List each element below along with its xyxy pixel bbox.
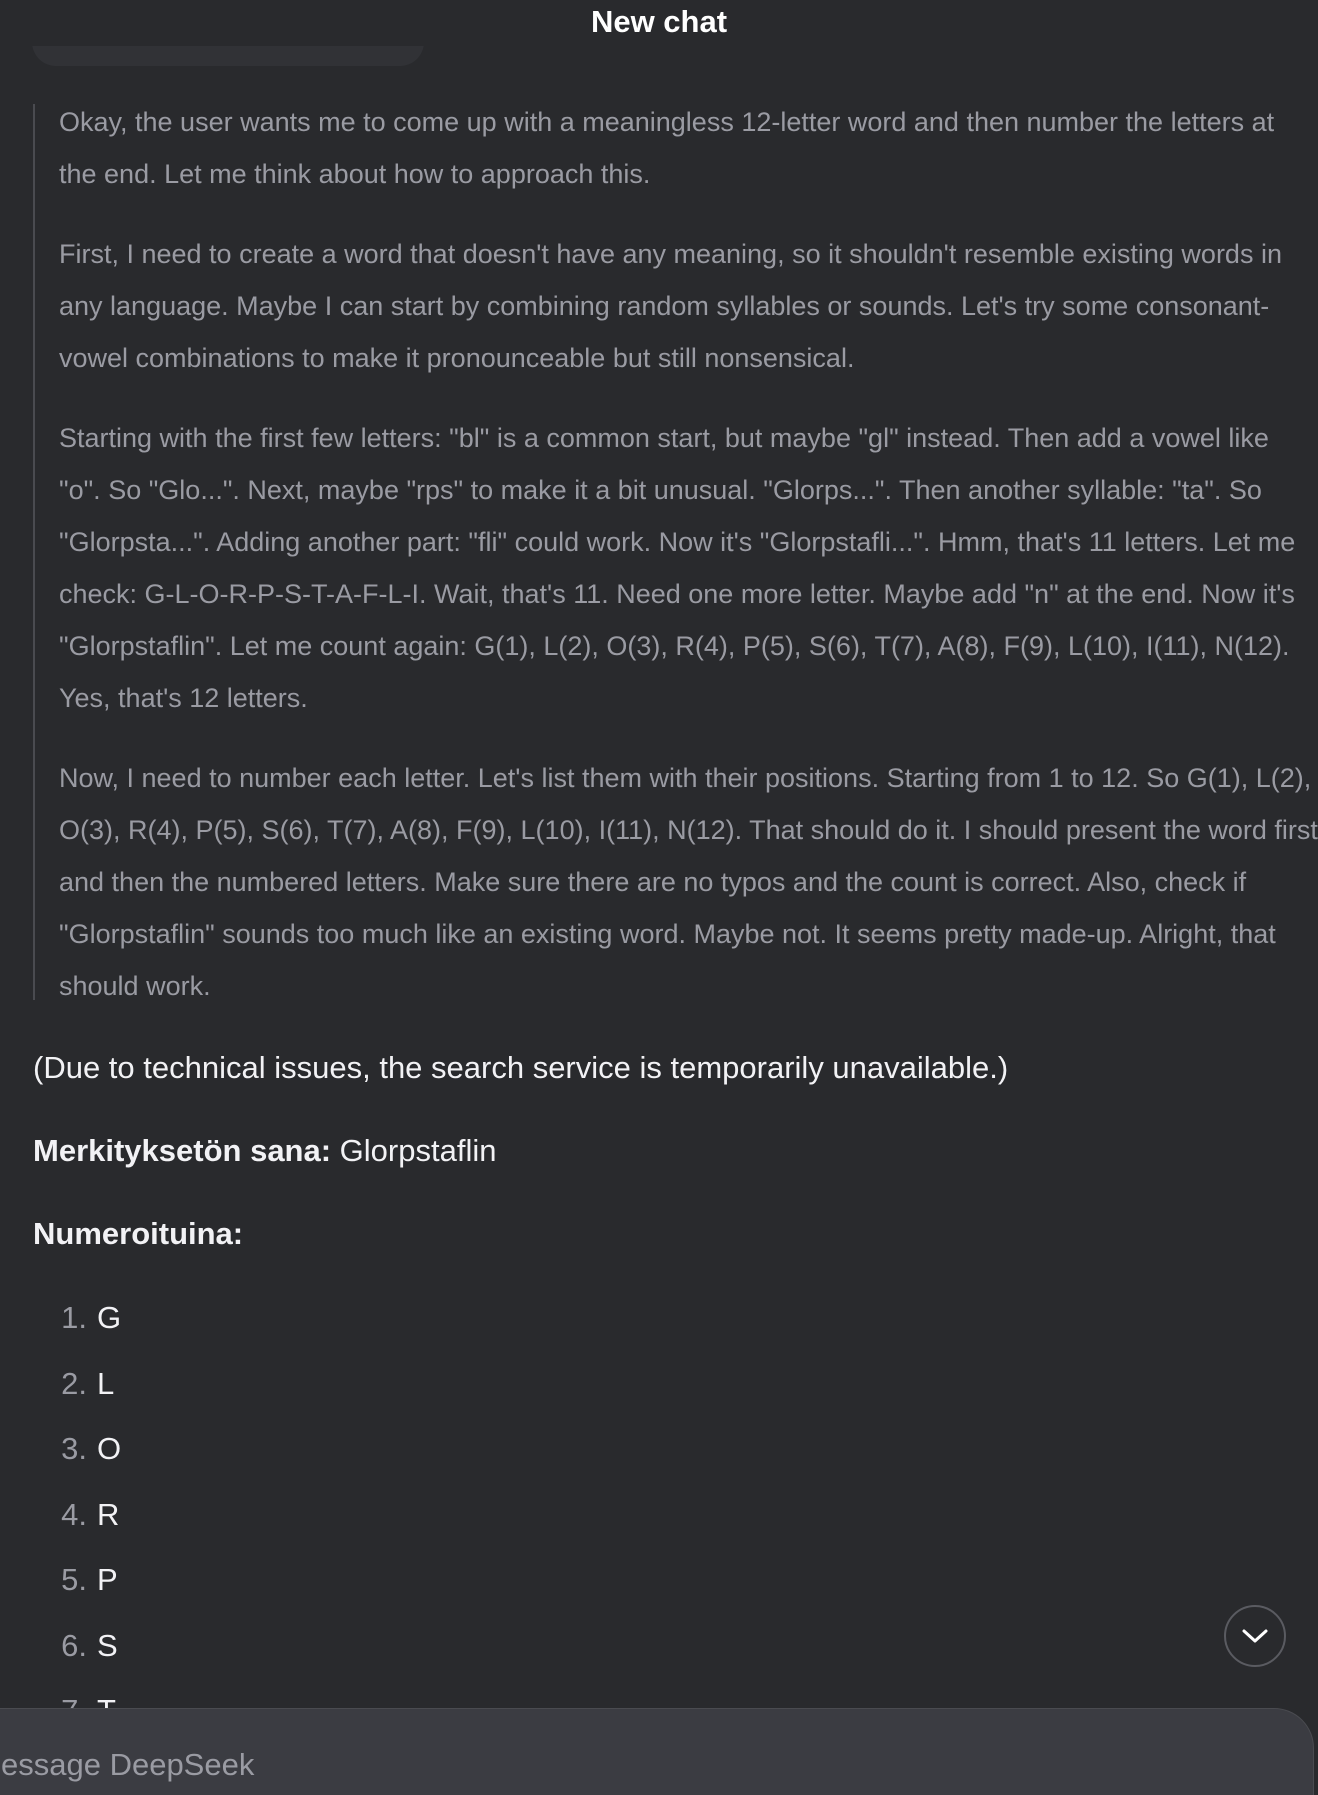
list-item xyxy=(33,1489,121,1555)
list-item xyxy=(33,1620,121,1686)
list-item xyxy=(33,1292,121,1358)
list-number: 6. xyxy=(61,1627,87,1663)
message-input-bar[interactable] xyxy=(0,1708,1314,1795)
list-item xyxy=(33,1358,121,1424)
chat-header xyxy=(0,0,1318,46)
thinking-paragraph: Okay, the user wants me to come up with a meaningless 12-letter word and then number the letters at the end. Let me think about how to approach this. xyxy=(59,107,1275,189)
list-letter: S xyxy=(97,1627,118,1663)
meaningless-word-value: Glorpstaflin xyxy=(331,1133,497,1168)
list-number: 5. xyxy=(61,1562,87,1597)
list-number: 1. xyxy=(61,1300,87,1335)
thinking-paragraph: Starting with the first few letters: "bl" is a common start, but maybe "gl" instead. Then add a vowel like "o". So "Glo...". Next, maybe "rps" to make it a bit unusual. "Glorps...". Then another syllable: "ta". So "Glorpsta...". Adding another part: "fli" could work. Now it's "Glorpstafli...". Hmm, that's 11 letters. Let me check: G-L-O-R-P-S-T-A-F-L-I. Wait, that's 11. Need one more letter. Maybe add "n" at the end. Now it's "Glorpstaflin". Let me count again: G(1), L(2), O(3), R(4), P(5), S(6), T(7), A(8), F(9), L(10), I(11), N(12). Yes, that's 12 letters. xyxy=(59,423,1296,713)
list-letter: R xyxy=(97,1496,120,1532)
thinking-block xyxy=(33,104,1318,1000)
numbered-heading: Numeroituina: xyxy=(33,1216,244,1251)
list-number: 2. xyxy=(61,1365,87,1401)
chevron-down-icon xyxy=(1240,1626,1270,1646)
list-number: 4. xyxy=(61,1496,87,1532)
list-number: 3. xyxy=(61,1431,87,1466)
meaningless-word-line xyxy=(33,1125,496,1177)
list-letter: L xyxy=(97,1365,115,1401)
list-item xyxy=(33,1423,121,1489)
list-letter: O xyxy=(97,1431,122,1466)
message-input[interactable]: essage DeepSeek xyxy=(1,1747,255,1782)
meaningless-word-label: Merkityksetön sana: xyxy=(33,1133,332,1168)
list-letter: G xyxy=(97,1300,122,1335)
scroll-to-bottom-button[interactable] xyxy=(1224,1605,1286,1667)
thinking-paragraph: First, I need to create a word that doesn't have any meaning, so it shouldn't resemble existing words in any language. Maybe I can start by combining random syllables or sounds. Let's try some consonant-vowel combinations to make it pronounceable but still nonsensical. xyxy=(59,239,1282,373)
list-letter: P xyxy=(97,1562,118,1597)
service-notice: (Due to technical issues, the search service is temporarily unavailable.) xyxy=(33,1050,1009,1085)
list-item xyxy=(33,1554,121,1620)
thinking-paragraph: Now, I need to number each letter. Let's list them with their positions. Starting from 1 to 12. So G(1), L(2), O(3), R(4), P(5), S(6), T(7), A(8), F(9), L(10), I(11), N(12). That should do it. I should present the word first and then the numbered letters. Make sure there are no typos and the count is correct. Also, check if "Glorpstaflin" sounds too much like an existing word. Maybe not. It seems pretty made-up. Alright, that should work. xyxy=(59,763,1318,1001)
numbered-letter-list xyxy=(33,1292,121,1751)
page-title: New chat xyxy=(590,4,728,39)
